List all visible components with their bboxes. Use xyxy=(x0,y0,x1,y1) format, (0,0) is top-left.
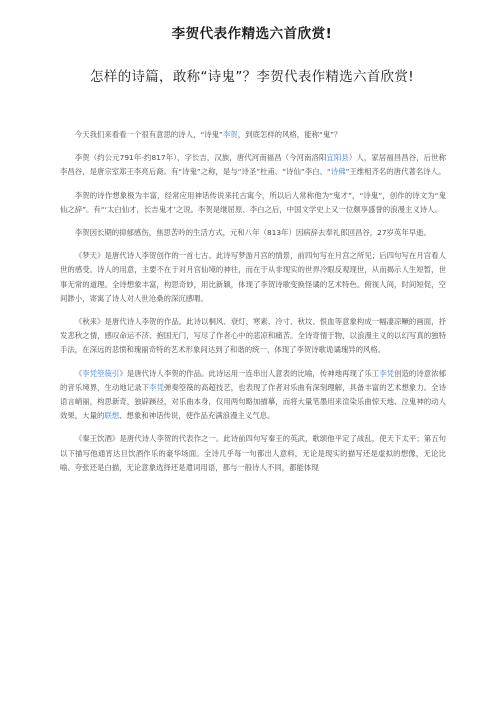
paragraph-text: 《 xyxy=(74,368,83,378)
keyword-link[interactable]: 李凭 xyxy=(149,382,164,392)
article-body xyxy=(60,128,446,484)
paragraph-text: ”王维相齐名的唐代著名诗人。 xyxy=(345,167,446,177)
paragraph-text: 李贺（约公元791年-约817年），字长吉，汉族，唐代河南福昌（今河南洛阳 xyxy=(74,153,327,163)
article-heading: 怎样的诗篇，敢称“诗鬼”？李贺代表作精选六首欣赏! xyxy=(90,69,414,85)
paragraph-text: 、想象和神话传说，使作品充满浪漫主义气息。 xyxy=(119,411,275,421)
keyword-link[interactable]: 李凭 xyxy=(379,368,395,378)
paragraph-text: ，到底怎样的风格，能称“鬼”？ xyxy=(237,130,342,139)
keyword-link[interactable]: 诗佛 xyxy=(330,167,346,177)
article-paragraph xyxy=(60,249,446,306)
keyword-link[interactable]: 宜阳县 xyxy=(326,153,349,163)
paragraph-text: 《秦王饮酒》是唐代诗人李贺的代表作之一。此诗前四句写秦王的英武，歌颂他平定了战乱，使天下太平；第五句以下描写他通宵达旦饮酒作乐的豪华场面。全诗几乎每一句都出人意料，无论是现实的描写还是虚拟的想像，无论比喻、夸张还是白描，无论意象选择还是遣词用语，都与一般诗人不同，都能体现 xyxy=(60,434,446,472)
article-paragraph xyxy=(60,432,446,475)
article-paragraph xyxy=(60,128,446,142)
paragraph-text: 弹奏箜篌的高超技艺，也表现了作者对乐曲有深刻理解，具备丰富的艺术想象力。全诗语言峭丽，构思新奇，独辟蹊径，对乐曲本身，仅用两句略加描摹，而将大量笔墨用来渲染乐曲惊天地、泣鬼神的动人效果，大量的 xyxy=(60,382,446,421)
paragraph-text: 创造的诗意浓郁的音乐境界，生动地记录下 xyxy=(60,368,446,392)
keyword-link[interactable]: 李贺 xyxy=(222,130,238,139)
paragraph-text: ）人，家居福昌昌谷，后世称李昌谷，是唐宗室郑王李亮后裔。有“诗鬼”之称，是与“诗圣”杜甫、“诗仙”李白、“ xyxy=(60,153,446,177)
page-title: 李贺代表作精选六首欣赏! xyxy=(171,26,333,42)
paragraph-text: 李贺的诗作想象极为丰富，经常应用神话传说来托古寓今，所以后人常称他为“鬼才”，“诗鬼”，创作的诗文为“鬼仙之辞”。有“‘太白仙才，长吉鬼才’之说。李贺是继屈原、李白之后，中国文学史上又一位颇享盛誉的浪漫主义诗人。 xyxy=(60,190,446,214)
article-paragraph xyxy=(60,226,446,240)
keyword-link[interactable]: 联想 xyxy=(104,411,120,421)
keyword-link[interactable]: 李凭箜篌引 xyxy=(82,368,120,378)
paragraph-text: 《梦天》是唐代诗人李贺创作的一首七古。此诗写梦游月宫的情景，前四句写在月宫之所见；后四句写在月宫看人世的感受。诗人的用意，主要不在于对月宫仙境的神往，而在于从非现实的世界冷眼反观现世，从而揭示人生短暂，世事无常的道理。全诗想象丰富，构思奇妙，用比新颖，体现了李贺诗歌变换怪谲的艺术特色。俯视人间，时间短促，空间渺小，寄寓了诗人对人世沧桑的深沉感喟。 xyxy=(60,251,446,303)
paragraph-text: 今天我们来看看一个很有意思的诗人，“诗鬼” xyxy=(74,130,223,139)
paragraph-text: 》是唐代诗人李贺的作品。此诗运用一连串出人意表的比喻，传神地再现了乐工 xyxy=(119,368,380,378)
paragraph-text: 李贺因长期的抑郁感伤，焦思苦吟的生活方式，元和八年（813年）因病辞去奉礼郎回昌谷，27岁英年早逝。 xyxy=(74,228,431,238)
paragraph-text: 《秋来》是唐代诗人李贺的作品。此诗以桐风、衰灯、寒素、冷寸、秋坟、恨血等意象构成一幅凄凉鳜的画面，抒发悲秋之情，感叹命运不济、抱国无门，写尽了作者心中的悲凉和痛苦。全诗奇情于物，以浪漫主义的以幻写真的独特手法，在深远的悲愤和瑰丽奇特的艺术形象间达到了和谐的统一，体现了李贺诗歌诡谲瑰异的风格。 xyxy=(60,317,446,355)
article-paragraph xyxy=(60,367,446,424)
article-paragraph xyxy=(60,315,446,358)
article-paragraph xyxy=(60,189,446,217)
article-paragraph xyxy=(60,151,446,179)
